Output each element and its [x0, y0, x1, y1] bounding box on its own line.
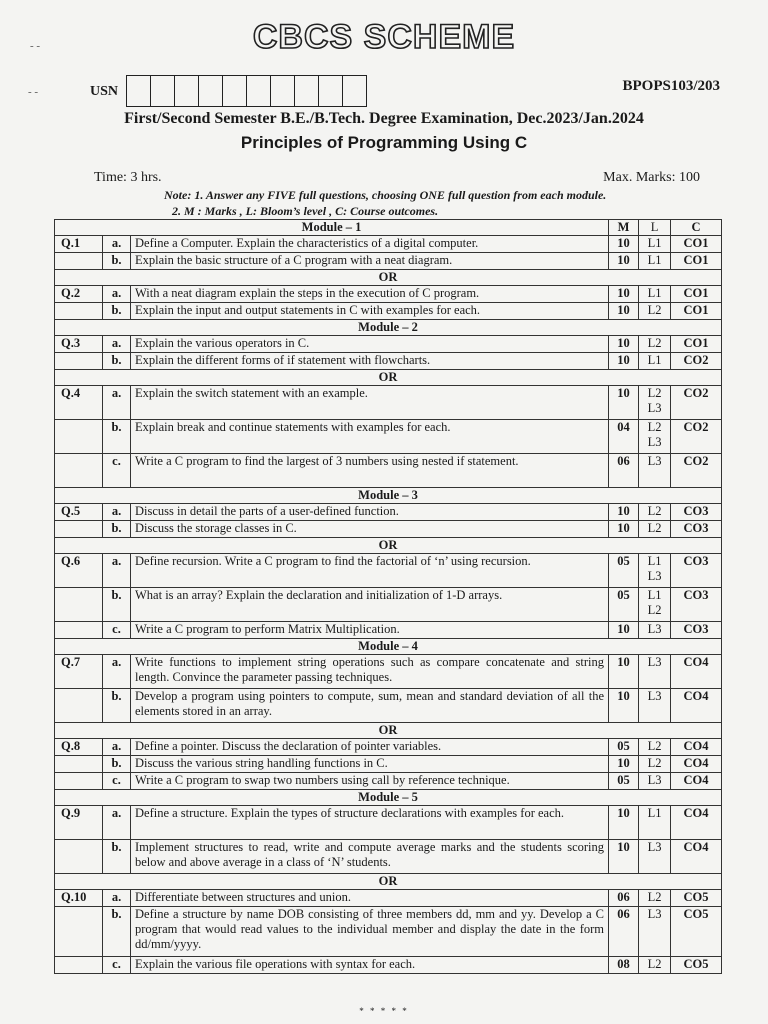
question-row [55, 907, 722, 957]
max-marks: Max. Marks: 100 [603, 170, 700, 185]
question-row [55, 890, 722, 907]
question-text: Write a C program to find the largest of 3 numbers using nested if statement. [131, 454, 609, 488]
question-number: Q.8 [55, 739, 103, 756]
marks-value: 05 [609, 773, 639, 790]
module-row [55, 639, 722, 655]
part-label: a. [103, 739, 131, 756]
question-text: Discuss the various string handling functions in C. [131, 756, 609, 773]
question-text: Explain the basic structure of a C program with a neat diagram. [131, 253, 609, 270]
course-outcome: CO3 [671, 521, 722, 538]
question-row [55, 739, 722, 756]
blooms-level: L1 [639, 286, 671, 303]
question-text: Explain the input and output statements in C with examples for each. [131, 303, 609, 320]
marks-value: 10 [609, 689, 639, 723]
marks-value: 10 [609, 756, 639, 773]
marks-value: 06 [609, 907, 639, 957]
or-divider: OR [55, 538, 722, 554]
part-label: b. [103, 588, 131, 622]
question-row [55, 773, 722, 790]
marks-value: 10 [609, 504, 639, 521]
usn-label: USN [90, 84, 119, 99]
usn-box [222, 75, 246, 107]
question-row [55, 521, 722, 538]
blooms-level: L1 [639, 236, 671, 253]
question-text: Develop a program using pointers to compute, sum, mean and standard deviation of all the elements stored in an array. [131, 689, 609, 723]
usn-boxes [126, 75, 367, 107]
marks-value: 10 [609, 353, 639, 370]
usn-box [126, 75, 150, 107]
part-label: a. [103, 655, 131, 689]
course-outcome: CO3 [671, 504, 722, 521]
question-text: Write functions to implement string operations such as compare concatenate and string length. Convince the parameter passing techniques. [131, 655, 609, 689]
part-label: c. [103, 622, 131, 639]
marks-value: 05 [609, 554, 639, 588]
part-label: a. [103, 554, 131, 588]
part-label: c. [103, 773, 131, 790]
end-marker: * * * * * [359, 1006, 409, 1016]
time-allowed: Time: 3 hrs. [94, 170, 162, 185]
question-number [55, 689, 103, 723]
course-outcome: CO2 [671, 353, 722, 370]
course-outcome: CO2 [671, 420, 722, 454]
question-text: Define a structure. Explain the types of structure declarations with examples for each. [131, 806, 609, 840]
blooms-level: L2 [639, 336, 671, 353]
part-label: a. [103, 806, 131, 840]
marks-value: 10 [609, 253, 639, 270]
question-row [55, 554, 722, 588]
question-row [55, 236, 722, 253]
marks-value: 05 [609, 588, 639, 622]
question-number: Q.2 [55, 286, 103, 303]
module-row [55, 220, 722, 236]
part-label: a. [103, 286, 131, 303]
question-row [55, 840, 722, 874]
question-row [55, 286, 722, 303]
question-text: Write a C program to perform Matrix Multiplication. [131, 622, 609, 639]
course-outcome: CO1 [671, 286, 722, 303]
module-heading: Module – 2 [55, 320, 722, 336]
question-text: Discuss in detail the parts of a user-defined function. [131, 504, 609, 521]
blooms-level: L2 L3 [639, 420, 671, 454]
question-number [55, 756, 103, 773]
blooms-level: L2 [639, 756, 671, 773]
question-row [55, 420, 722, 454]
marks-value: 10 [609, 840, 639, 874]
blooms-level: L3 [639, 773, 671, 790]
part-label: b. [103, 420, 131, 454]
question-row [55, 806, 722, 840]
course-outcome: CO1 [671, 303, 722, 320]
question-number [55, 840, 103, 874]
question-row [55, 454, 722, 488]
or-divider: OR [55, 723, 722, 739]
course-outcome: CO1 [671, 236, 722, 253]
question-text: Explain the various file operations with syntax for each. [131, 957, 609, 974]
question-row [55, 504, 722, 521]
part-label: b. [103, 689, 131, 723]
usn-box [294, 75, 318, 107]
header-m: M [609, 220, 639, 236]
usn-box [270, 75, 294, 107]
question-number: Q.6 [55, 554, 103, 588]
part-label: c. [103, 957, 131, 974]
blooms-level: L2 [639, 890, 671, 907]
module-row [55, 488, 722, 504]
course-outcome: CO2 [671, 454, 722, 488]
question-number [55, 454, 103, 488]
usn-box [318, 75, 342, 107]
question-text: Explain the switch statement with an example. [131, 386, 609, 420]
question-text: Differentiate between structures and union. [131, 890, 609, 907]
or-divider: OR [55, 874, 722, 890]
part-label: a. [103, 336, 131, 353]
question-row [55, 957, 722, 974]
marks-value: 10 [609, 236, 639, 253]
marks-value: 05 [609, 739, 639, 756]
marks-value: 06 [609, 890, 639, 907]
question-row [55, 386, 722, 420]
or-row [55, 370, 722, 386]
course-outcome: CO3 [671, 588, 722, 622]
question-row [55, 689, 722, 723]
blooms-level: L1 [639, 253, 671, 270]
part-label: a. [103, 386, 131, 420]
course-outcome: CO4 [671, 840, 722, 874]
question-number: Q.5 [55, 504, 103, 521]
part-label: b. [103, 521, 131, 538]
margin-mark: - - [30, 40, 41, 52]
part-label: a. [103, 504, 131, 521]
course-outcome: CO4 [671, 739, 722, 756]
blooms-level: L1 [639, 806, 671, 840]
question-number [55, 588, 103, 622]
question-number [55, 353, 103, 370]
module-heading: Module – 5 [55, 790, 722, 806]
marks-value: 10 [609, 386, 639, 420]
part-label: b. [103, 303, 131, 320]
course-outcome: CO4 [671, 756, 722, 773]
part-label: a. [103, 236, 131, 253]
question-number [55, 773, 103, 790]
blooms-level: L2 [639, 739, 671, 756]
module-row [55, 320, 722, 336]
blooms-level: L3 [639, 622, 671, 639]
question-text: Define a pointer. Discuss the declaration of pointer variables. [131, 739, 609, 756]
exam-title: First/Second Semester B.E./B.Tech. Degree Examination, Dec.2023/Jan.2024 [124, 110, 644, 127]
question-row [55, 756, 722, 773]
question-number [55, 957, 103, 974]
blooms-level: L3 [639, 454, 671, 488]
module-heading: Module – 1 [55, 220, 609, 236]
question-number: Q.3 [55, 336, 103, 353]
usn-box [174, 75, 198, 107]
part-label: c. [103, 454, 131, 488]
question-text: Explain the different forms of if statement with flowcharts. [131, 353, 609, 370]
header-l: L [639, 220, 671, 236]
module-row [55, 790, 722, 806]
marks-value: 10 [609, 655, 639, 689]
note-line-1: Note: 1. Answer any FIVE full questions, choosing ONE full question from each module. [164, 188, 607, 202]
question-number [55, 521, 103, 538]
part-label: b. [103, 756, 131, 773]
question-text: Explain the various operators in C. [131, 336, 609, 353]
question-row [55, 303, 722, 320]
blooms-level: L3 [639, 689, 671, 723]
marks-value: 10 [609, 521, 639, 538]
marks-value: 04 [609, 420, 639, 454]
marks-value: 10 [609, 336, 639, 353]
blooms-level: L1 L2 [639, 588, 671, 622]
or-divider: OR [55, 270, 722, 286]
marks-value: 10 [609, 303, 639, 320]
question-text: Define a Computer. Explain the characteristics of a digital computer. [131, 236, 609, 253]
question-text: What is an array? Explain the declaration and initialization of 1-D arrays. [131, 588, 609, 622]
question-row [55, 253, 722, 270]
part-label: b. [103, 840, 131, 874]
question-number: Q.4 [55, 386, 103, 420]
blooms-level: L3 [639, 840, 671, 874]
scheme-stamp: CBCS SCHEME [252, 18, 516, 56]
question-text: Explain break and continue statements with examples for each. [131, 420, 609, 454]
usn-box [198, 75, 222, 107]
marks-value: 08 [609, 957, 639, 974]
course-outcome: CO2 [671, 386, 722, 420]
marks-value: 06 [609, 454, 639, 488]
course-outcome: CO4 [671, 689, 722, 723]
blooms-level: L3 [639, 907, 671, 957]
or-row [55, 538, 722, 554]
note-line-2: 2. M : Marks , L: Bloom’s level , C: Course outcomes. [172, 204, 439, 218]
question-row [55, 655, 722, 689]
question-text: Define recursion. Write a C program to find the factorial of ‘n’ using recursion. [131, 554, 609, 588]
blooms-level: L2 [639, 521, 671, 538]
course-outcome: CO3 [671, 554, 722, 588]
question-table [54, 219, 722, 974]
course-outcome: CO3 [671, 622, 722, 639]
blooms-level: L2 [639, 303, 671, 320]
question-number [55, 253, 103, 270]
usn-box [342, 75, 367, 107]
blooms-level: L1 [639, 353, 671, 370]
marks-value: 10 [609, 622, 639, 639]
course-outcome: CO4 [671, 655, 722, 689]
part-label: b. [103, 353, 131, 370]
or-row [55, 874, 722, 890]
question-text: Discuss the storage classes in C. [131, 521, 609, 538]
or-row [55, 270, 722, 286]
question-text: Write a C program to swap two numbers using call by reference technique. [131, 773, 609, 790]
module-heading: Module – 4 [55, 639, 722, 655]
question-row [55, 353, 722, 370]
marks-value: 10 [609, 806, 639, 840]
part-label: a. [103, 890, 131, 907]
marks-value: 10 [609, 286, 639, 303]
part-label: b. [103, 253, 131, 270]
question-text: Define a structure by name DOB consisting of three members dd, mm and yy. Develop a C program that would read values to the individual member and display the date in the form dd/mm/yyyy. [131, 907, 609, 957]
or-divider: OR [55, 370, 722, 386]
part-label: b. [103, 907, 131, 957]
question-number [55, 907, 103, 957]
blooms-level: L3 [639, 655, 671, 689]
subject-title: Principles of Programming Using C [240, 133, 528, 152]
course-outcome: CO4 [671, 806, 722, 840]
question-row [55, 588, 722, 622]
question-number: Q.9 [55, 806, 103, 840]
usn-box [150, 75, 174, 107]
question-number: Q.10 [55, 890, 103, 907]
course-outcome: CO5 [671, 957, 722, 974]
blooms-level: L2 [639, 957, 671, 974]
question-row [55, 336, 722, 353]
question-row [55, 622, 722, 639]
course-code: BPOPS103/203 [622, 78, 720, 94]
header-c: C [671, 220, 722, 236]
question-number: Q.7 [55, 655, 103, 689]
course-outcome: CO4 [671, 773, 722, 790]
usn-box [246, 75, 270, 107]
course-outcome: CO5 [671, 890, 722, 907]
blooms-level: L2 [639, 504, 671, 521]
course-outcome: CO1 [671, 253, 722, 270]
question-number [55, 303, 103, 320]
question-number [55, 420, 103, 454]
margin-mark: - - [28, 86, 39, 98]
course-outcome: CO1 [671, 336, 722, 353]
blooms-level: L2 L3 [639, 386, 671, 420]
question-text: Implement structures to read, write and compute average marks and the students scoring below and above average in a class of ‘N’ students. [131, 840, 609, 874]
or-row [55, 723, 722, 739]
course-outcome: CO5 [671, 907, 722, 957]
module-heading: Module – 3 [55, 488, 722, 504]
question-text: With a neat diagram explain the steps in the execution of C program. [131, 286, 609, 303]
question-number: Q.1 [55, 236, 103, 253]
blooms-level: L1 L3 [639, 554, 671, 588]
question-number [55, 622, 103, 639]
